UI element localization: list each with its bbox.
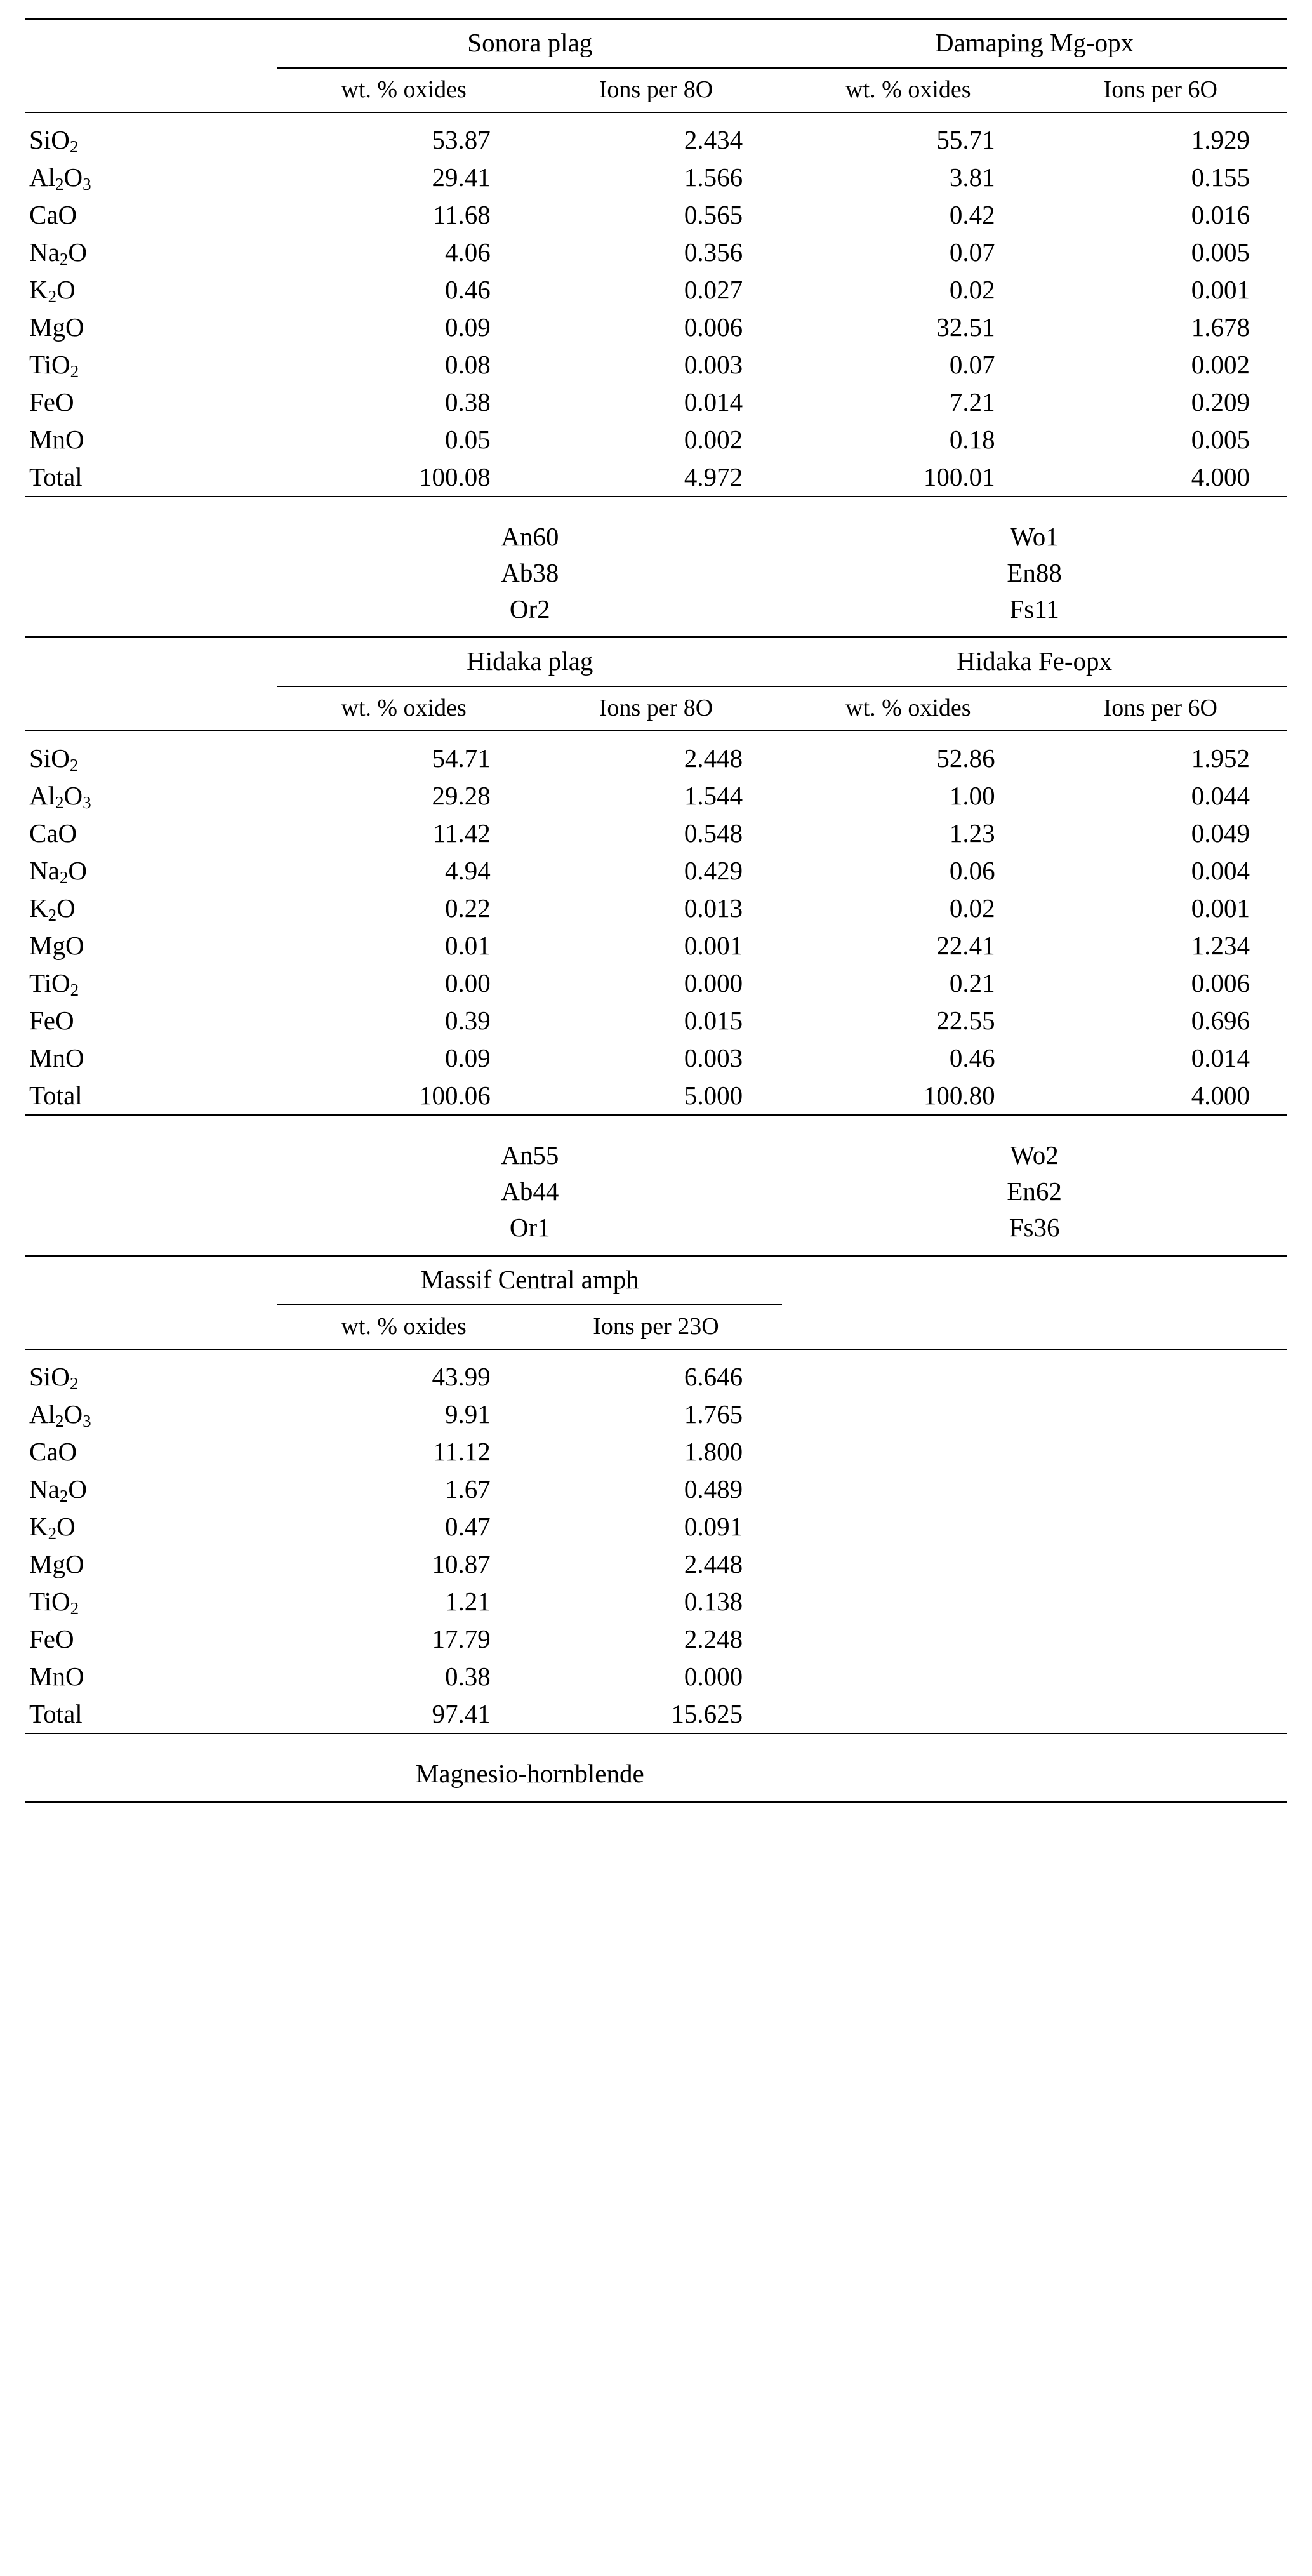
cell-value: 11.12 xyxy=(433,1437,491,1466)
table-row xyxy=(25,159,1287,196)
cell-value: 0.044 xyxy=(1191,781,1250,810)
note-left: Or1 xyxy=(509,1213,550,1242)
cell-value: 0.005 xyxy=(1191,425,1250,454)
cell-value: 0.000 xyxy=(684,1662,743,1691)
cell-value: 0.429 xyxy=(684,856,743,885)
note-right xyxy=(782,1747,1287,1802)
cell-value: 0.22 xyxy=(445,893,491,923)
cell-value: 54.71 xyxy=(432,744,491,773)
cell-value: 0.209 xyxy=(1191,387,1250,417)
column-header-4: Ions per 6O xyxy=(1103,695,1217,721)
notes-spacer xyxy=(25,1747,277,1802)
cell-value: 0.46 xyxy=(949,1043,995,1072)
row-label: $K_2O$ xyxy=(29,275,76,307)
group-title-left: Sonora plag xyxy=(467,28,593,57)
table-row xyxy=(25,309,1287,346)
group-title-spacer xyxy=(25,1257,277,1305)
notes-spacer xyxy=(25,591,277,637)
row-label: TiO$_2$ xyxy=(29,968,79,1000)
cell-value: 0.001 xyxy=(1191,275,1250,304)
cell-value: 2.248 xyxy=(684,1624,743,1653)
cell-value xyxy=(782,1396,1034,1433)
cell-value: 100.01 xyxy=(923,462,995,491)
cell-value: 55.71 xyxy=(936,125,995,154)
row-label: Total xyxy=(29,1081,83,1110)
cell-value: 4.000 xyxy=(1191,462,1250,491)
cell-value: 1.765 xyxy=(684,1399,743,1429)
cell-value: 0.489 xyxy=(684,1474,743,1504)
notes-row xyxy=(25,591,1287,637)
table-row xyxy=(25,731,1287,777)
table-row xyxy=(25,1077,1287,1115)
group-title-row xyxy=(25,20,1287,68)
cell-value: 0.003 xyxy=(684,350,743,379)
row-label: $Al_2O_3$ xyxy=(29,1399,91,1431)
cell-value: 4.06 xyxy=(445,237,491,267)
cell-value: 0.001 xyxy=(1191,893,1250,923)
cell-value: 0.091 xyxy=(684,1512,743,1541)
cell-value: 0.002 xyxy=(1191,350,1250,379)
table-row xyxy=(25,1471,1287,1508)
row-label: Total xyxy=(29,462,83,491)
row-label: Total xyxy=(29,1699,83,1728)
group-title-right: Hidaka Fe-opx xyxy=(957,646,1112,676)
cell-value: 1.544 xyxy=(684,781,743,810)
table-row xyxy=(25,815,1287,852)
cell-value: 0.049 xyxy=(1191,818,1250,848)
table-row xyxy=(25,1002,1287,1039)
cell-value: 0.08 xyxy=(445,350,491,379)
notes-spacer xyxy=(25,510,277,555)
cell-value: 0.07 xyxy=(949,350,995,379)
cell-value: 0.155 xyxy=(1191,163,1250,192)
group-title-right xyxy=(782,1257,1287,1305)
row-label: SiO$_2$ xyxy=(29,744,79,775)
cell-value: 0.09 xyxy=(445,1043,491,1072)
cell-value: 0.001 xyxy=(684,931,743,960)
cell-value: 0.06 xyxy=(949,856,995,885)
cell-value xyxy=(782,1433,1034,1471)
table-row xyxy=(25,1039,1287,1077)
notes-spacer xyxy=(25,1173,277,1210)
table-row xyxy=(25,271,1287,309)
cell-value: 1.929 xyxy=(1191,125,1250,154)
column-header-1: wt. % oxides xyxy=(341,695,467,721)
group-title-spacer xyxy=(25,20,277,68)
cell-value: 22.55 xyxy=(936,1006,995,1035)
column-header-2: Ions per 23O xyxy=(593,1313,719,1340)
note-right: Fs11 xyxy=(1009,594,1059,624)
cell-value: 0.548 xyxy=(684,818,743,848)
cell-value: 0.004 xyxy=(1191,856,1250,885)
notes-row xyxy=(25,1128,1287,1173)
table-row xyxy=(25,1658,1287,1695)
cell-value: 0.003 xyxy=(684,1043,743,1072)
note-left: Or2 xyxy=(509,594,550,624)
note-right: En62 xyxy=(1007,1177,1062,1206)
cell-value: 43.99 xyxy=(432,1362,491,1391)
table-row xyxy=(25,927,1287,964)
column-header-row xyxy=(25,69,1287,112)
cell-value: 0.21 xyxy=(949,968,995,998)
cell-value: 0.005 xyxy=(1191,237,1250,267)
group-title-right: Damaping Mg-opx xyxy=(935,28,1134,57)
column-header-2: Ions per 8O xyxy=(599,76,713,103)
table-row xyxy=(25,1545,1287,1583)
cell-value: 0.42 xyxy=(949,200,995,229)
cell-value: 1.566 xyxy=(684,163,743,192)
cell-value: 0.46 xyxy=(445,275,491,304)
cell-value xyxy=(782,1695,1034,1733)
cell-value: 22.41 xyxy=(936,931,995,960)
row-label: MnO xyxy=(29,425,84,454)
cell-value: 0.014 xyxy=(1191,1043,1250,1072)
cell-value: 0.02 xyxy=(949,275,995,304)
cell-value: 0.006 xyxy=(684,312,743,342)
table-row xyxy=(25,384,1287,421)
cell-value: 29.28 xyxy=(432,781,491,810)
row-label: MnO xyxy=(29,1043,84,1072)
cell-value: 11.68 xyxy=(433,200,491,229)
notes-row xyxy=(25,1210,1287,1256)
cell-value xyxy=(1035,1433,1287,1471)
cell-value xyxy=(1035,1471,1287,1508)
cell-value: 0.014 xyxy=(684,387,743,417)
cell-value: 53.87 xyxy=(432,125,491,154)
cell-value xyxy=(1035,1396,1287,1433)
row-label: FeO xyxy=(29,1006,74,1035)
row-label: $K_2O$ xyxy=(29,893,76,925)
notes-top-rule xyxy=(25,497,1287,510)
column-header-3 xyxy=(782,1305,1034,1349)
row-label: TiO$_2$ xyxy=(29,1587,79,1618)
cell-value: 0.39 xyxy=(445,1006,491,1035)
row-label: $Al_2O_3$ xyxy=(29,163,91,194)
table-row xyxy=(25,196,1287,234)
notes-top-rule xyxy=(25,1115,1287,1128)
notes-row xyxy=(25,1173,1287,1210)
column-header-1: wt. % oxides xyxy=(341,76,467,103)
table-row xyxy=(25,1350,1287,1396)
cell-value: 0.016 xyxy=(1191,200,1250,229)
cell-value: 100.80 xyxy=(923,1081,995,1110)
notes-top-rule xyxy=(25,1733,1287,1747)
row-label: MgO xyxy=(29,312,84,342)
column-header-1: wt. % oxides xyxy=(341,1313,467,1340)
table-row xyxy=(25,1396,1287,1433)
column-header-spacer xyxy=(25,1305,277,1349)
note-left: An60 xyxy=(501,522,559,551)
column-header-row xyxy=(25,1305,1287,1349)
cell-value xyxy=(782,1658,1034,1695)
cell-value: 97.41 xyxy=(432,1699,491,1728)
cell-value: 0.01 xyxy=(445,931,491,960)
cell-value: 1.800 xyxy=(684,1437,743,1466)
notes-spacer xyxy=(25,1128,277,1173)
cell-value: 2.448 xyxy=(684,1549,743,1578)
table-row xyxy=(25,113,1287,159)
cell-value: 0.05 xyxy=(445,425,491,454)
cell-value: 2.434 xyxy=(684,125,743,154)
cell-value: 1.234 xyxy=(1191,931,1250,960)
table-row xyxy=(25,458,1287,497)
cell-value: 2.448 xyxy=(684,744,743,773)
table-row xyxy=(25,852,1287,890)
table-row xyxy=(25,1620,1287,1658)
cell-value: 0.07 xyxy=(949,237,995,267)
group-title-row xyxy=(25,638,1287,686)
column-header-row xyxy=(25,687,1287,731)
group-title-left: Hidaka plag xyxy=(467,646,593,676)
table-bottom-rule xyxy=(25,1802,1287,1803)
cell-value xyxy=(1035,1508,1287,1545)
note-left: An55 xyxy=(501,1140,559,1170)
cell-value: 0.00 xyxy=(445,968,491,998)
notes-row xyxy=(25,555,1287,591)
cell-value: 0.027 xyxy=(684,275,743,304)
cell-value: 1.952 xyxy=(1191,744,1250,773)
cell-value xyxy=(1035,1350,1287,1396)
group-title-left: Massif Central amph xyxy=(420,1265,639,1294)
cell-value: 4.94 xyxy=(445,856,491,885)
group-title-spacer xyxy=(25,638,277,686)
cell-value: 0.000 xyxy=(684,968,743,998)
cell-value xyxy=(1035,1620,1287,1658)
row-label: $Na_2O$ xyxy=(29,856,87,888)
table-row xyxy=(25,421,1287,458)
cell-value xyxy=(782,1508,1034,1545)
row-label: TiO$_2$ xyxy=(29,350,79,382)
table-row xyxy=(25,1695,1287,1733)
cell-value: 0.02 xyxy=(949,893,995,923)
column-header-spacer xyxy=(25,687,277,731)
cell-value: 0.696 xyxy=(1191,1006,1250,1035)
row-label: SiO$_2$ xyxy=(29,1362,79,1394)
column-header-4 xyxy=(1035,1305,1287,1349)
row-label: $Al_2O_3$ xyxy=(29,781,91,813)
cell-value: 0.565 xyxy=(684,200,743,229)
column-header-3: wt. % oxides xyxy=(845,76,971,103)
row-label: MgO xyxy=(29,1549,84,1578)
notes-row xyxy=(25,1747,1287,1802)
cell-value: 3.81 xyxy=(949,163,995,192)
note-right: Fs36 xyxy=(1009,1213,1060,1242)
cell-value: 4.972 xyxy=(684,462,743,491)
cell-value: 0.015 xyxy=(684,1006,743,1035)
cell-value: 6.646 xyxy=(684,1362,743,1391)
note-right: En88 xyxy=(1007,558,1062,587)
row-label: MgO xyxy=(29,931,84,960)
table-row xyxy=(25,234,1287,271)
cell-value: 0.356 xyxy=(684,237,743,267)
cell-value xyxy=(782,1583,1034,1620)
cell-value xyxy=(782,1471,1034,1508)
cell-value: 15.625 xyxy=(671,1699,743,1728)
table-row xyxy=(25,1433,1287,1471)
group-title-row xyxy=(25,1257,1287,1305)
row-label: SiO$_2$ xyxy=(29,125,79,157)
cell-value: 17.79 xyxy=(432,1624,491,1653)
cell-value: 0.138 xyxy=(684,1587,743,1616)
cell-value: 0.18 xyxy=(949,425,995,454)
cell-value: 4.000 xyxy=(1191,1081,1250,1110)
cell-value: 0.38 xyxy=(445,387,491,417)
table-row xyxy=(25,346,1287,384)
row-label: MnO xyxy=(29,1662,84,1691)
cell-value: 0.006 xyxy=(1191,968,1250,998)
table-row xyxy=(25,1508,1287,1545)
cell-value xyxy=(1035,1583,1287,1620)
mineral-analyses-table xyxy=(25,18,1287,1803)
cell-value: 1.00 xyxy=(949,781,995,810)
cell-value: 11.42 xyxy=(433,818,491,848)
cell-value xyxy=(1035,1695,1287,1733)
cell-value: 0.09 xyxy=(445,312,491,342)
column-header-3: wt. % oxides xyxy=(845,695,971,721)
note-right: Wo1 xyxy=(1010,522,1059,551)
cell-value: 52.86 xyxy=(936,744,995,773)
cell-value: 0.38 xyxy=(445,1662,491,1691)
row-label: CaO xyxy=(29,818,77,848)
cell-value: 1.23 xyxy=(949,818,995,848)
notes-row xyxy=(25,510,1287,555)
cell-value: 9.91 xyxy=(445,1399,491,1429)
cell-value: 32.51 xyxy=(936,312,995,342)
row-label: $K_2O$ xyxy=(29,1512,76,1544)
cell-value xyxy=(782,1350,1034,1396)
column-header-2: Ions per 8O xyxy=(599,695,713,721)
cell-value: 1.678 xyxy=(1191,312,1250,342)
column-header-4: Ions per 6O xyxy=(1103,76,1217,103)
notes-spacer xyxy=(25,1210,277,1256)
table-row xyxy=(25,890,1287,927)
cell-value: 100.06 xyxy=(419,1081,491,1110)
cell-value xyxy=(782,1545,1034,1583)
note-left: Ab44 xyxy=(501,1177,559,1206)
cell-value xyxy=(1035,1545,1287,1583)
cell-value: 29.41 xyxy=(432,163,491,192)
note-right: Wo2 xyxy=(1010,1140,1059,1170)
notes-spacer xyxy=(25,555,277,591)
note-left: Magnesio-hornblende xyxy=(415,1759,644,1788)
cell-value: 5.000 xyxy=(684,1081,743,1110)
table-row xyxy=(25,964,1287,1002)
row-label: FeO xyxy=(29,1624,74,1653)
note-left: Ab38 xyxy=(501,558,559,587)
cell-value xyxy=(1035,1658,1287,1695)
row-label: CaO xyxy=(29,1437,77,1466)
row-label: CaO xyxy=(29,200,77,229)
cell-value: 1.67 xyxy=(445,1474,491,1504)
column-header-spacer xyxy=(25,69,277,112)
table-row xyxy=(25,777,1287,815)
cell-value xyxy=(782,1620,1034,1658)
cell-value: 0.013 xyxy=(684,893,743,923)
row-label: $Na_2O$ xyxy=(29,1474,87,1506)
cell-value: 100.08 xyxy=(419,462,491,491)
row-label: $Na_2O$ xyxy=(29,237,87,269)
cell-value: 0.47 xyxy=(445,1512,491,1541)
cell-value: 1.21 xyxy=(445,1587,491,1616)
row-label: FeO xyxy=(29,387,74,417)
cell-value: 0.002 xyxy=(684,425,743,454)
cell-value: 7.21 xyxy=(949,387,995,417)
table-row xyxy=(25,1583,1287,1620)
cell-value: 10.87 xyxy=(432,1549,491,1578)
